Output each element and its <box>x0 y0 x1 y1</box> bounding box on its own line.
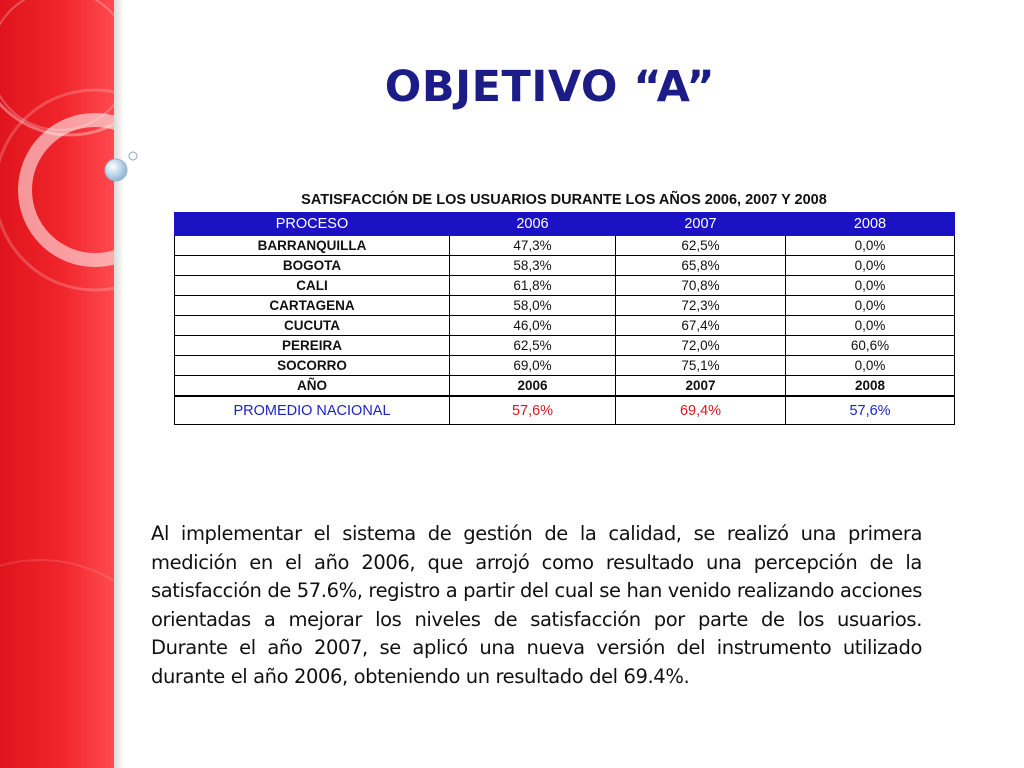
average-2007: 69,4% <box>616 396 786 425</box>
city-cell: SOCORRO <box>175 356 450 376</box>
table-caption: SATISFACCIÓN DE LOS USUARIOS DURANTE LOS AÑOS 2006, 2007 Y 2008 <box>301 192 827 208</box>
value-cell: 70,8% <box>616 276 786 296</box>
value-cell: 69,0% <box>450 356 616 376</box>
header-cell-2007: 2007 <box>616 213 786 236</box>
value-cell: 61,8% <box>450 276 616 296</box>
national-average-label: PROMEDIO NACIONAL <box>175 396 450 425</box>
city-cell: CUCUTA <box>175 316 450 336</box>
value-cell: 0,0% <box>786 256 955 276</box>
value-cell: 62,5% <box>616 236 786 256</box>
year-cell: 2008 <box>786 376 955 397</box>
value-cell: 65,8% <box>616 256 786 276</box>
table-row <box>175 236 955 256</box>
value-cell: 58,3% <box>450 256 616 276</box>
city-cell: BARRANQUILLA <box>175 236 450 256</box>
value-cell: 67,4% <box>616 316 786 336</box>
national-average-row <box>175 396 955 425</box>
table-row <box>175 316 955 336</box>
table-row <box>175 356 955 376</box>
value-cell: 75,1% <box>616 356 786 376</box>
value-cell: 58,0% <box>450 296 616 316</box>
year-label-cell: AÑO <box>175 376 450 397</box>
table-row <box>175 256 955 276</box>
year-row <box>175 376 955 397</box>
value-cell: 72,0% <box>616 336 786 356</box>
value-cell: 0,0% <box>786 356 955 376</box>
value-cell: 0,0% <box>786 236 955 256</box>
header-cell-2008: 2008 <box>786 213 955 236</box>
value-cell: 46,0% <box>450 316 616 336</box>
city-cell: CALI <box>175 276 450 296</box>
value-cell: 0,0% <box>786 316 955 336</box>
city-cell: CARTAGENA <box>175 296 450 316</box>
table-row <box>175 336 955 356</box>
value-cell: 47,3% <box>450 236 616 256</box>
table-row <box>175 276 955 296</box>
value-cell: 0,0% <box>786 276 955 296</box>
satisfaction-table <box>174 212 955 425</box>
value-cell: 60,6% <box>786 336 955 356</box>
city-cell: PEREIRA <box>175 336 450 356</box>
value-cell: 62,5% <box>450 336 616 356</box>
year-cell: 2007 <box>616 376 786 397</box>
header-cell-2006: 2006 <box>450 213 616 236</box>
average-2008: 57,6% <box>786 396 955 425</box>
slide-title: OBJETIVO “A” <box>384 62 716 112</box>
year-cell: 2006 <box>450 376 616 397</box>
value-cell: 0,0% <box>786 296 955 316</box>
table-row <box>175 296 955 316</box>
value-cell: 72,3% <box>616 296 786 316</box>
average-2006: 57,6% <box>450 396 616 425</box>
table-header-row <box>175 213 955 236</box>
summary-paragraph: Al implementar el sistema de gestión de la calidad, se realizó una primera medición en el año 2006, que arrojó como resultado una percepción de la satisfacción de 57.6%, registro a partir del cual se han venido realizando acciones orientadas a mejorar los niveles de satisfacción por parte de los usuarios. Durante el año 2007, se aplicó una nueva versión del instrumento utilizado durante el año 2006, obteniendo un resultado del 69.4%. <box>151 522 922 688</box>
header-cell-proceso: PROCESO <box>175 213 450 236</box>
city-cell: BOGOTA <box>175 256 450 276</box>
